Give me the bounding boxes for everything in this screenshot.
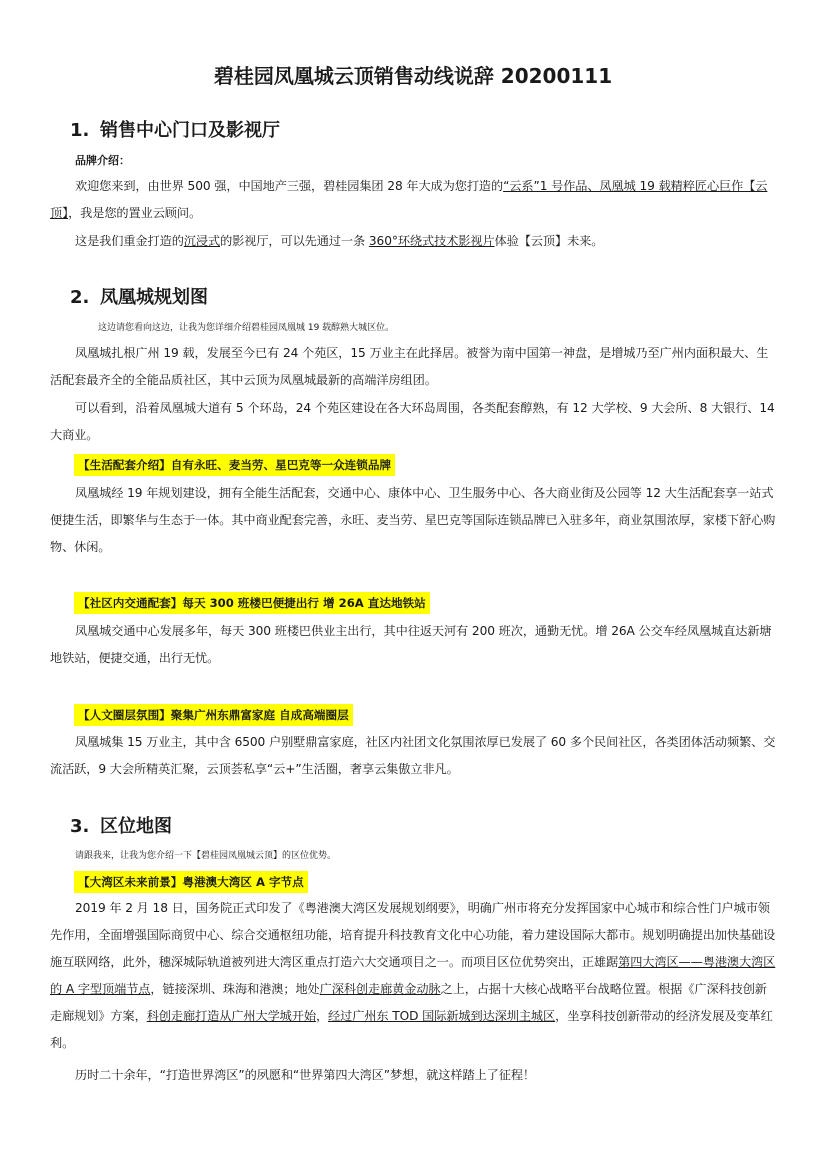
text-span: 欢迎您来到，由世界 500 强，中国地产三强，碧桂园集团 28 年大成为您打造的 bbox=[75, 179, 504, 193]
brand-intro-label: 品牌介绍： bbox=[75, 154, 130, 167]
underlined-text: 第四大湾区——粤港澳大湾区的 A 字型顶端节点 bbox=[50, 955, 776, 996]
section-1-heading bbox=[70, 116, 280, 142]
section-title: 区位地图 bbox=[100, 816, 172, 837]
text-span: ，我是您的置业云顾问。 bbox=[68, 206, 202, 220]
underlined-text: 360°环绕式技术影视片 bbox=[368, 234, 495, 248]
page-title: 碧桂园凤凰城云顶销售动线说辞 20200111 bbox=[213, 64, 613, 88]
underlined-text: “云系”1 号作品、凤凰城 19 载精粹匠心巨作【云顶】 bbox=[50, 179, 768, 220]
section-number: 1. bbox=[70, 120, 90, 141]
highlight-heading: 【社区内交通配套】每天 300 班楼巴便捷出行 增 26A 直达地铁站 bbox=[74, 592, 430, 614]
text-span: ，坐享科技创新带动的经济发展及变革红利。 bbox=[50, 1009, 773, 1050]
section-2-heading bbox=[70, 283, 208, 309]
underlined-text: 经过广州东 TOD 国际新城到达深圳主城区 bbox=[328, 1009, 556, 1023]
speaker-note: 请跟我来，让我为您介绍一下【碧桂园凤凰城云顶】的区位优势。 bbox=[75, 851, 337, 861]
section-3-heading bbox=[70, 812, 172, 838]
paragraph: 历时二十余年，“打造世界湾区”的夙愿和“世界第四大湾区”梦想，就这样踏上了征程！ bbox=[75, 1068, 536, 1082]
section-number: 2. bbox=[70, 287, 90, 308]
paragraph: 凤凰城集 15 万业主，其中含 6500 户别墅鼎富家庭，社区内社团文化氛围浓厚已发展了 60 多个民间社区，各类团体活动频繁、交流活跃，9 大会所精英汇聚，云顶荟私享“云+”生活圈，奢享云集傲立非凡。 bbox=[50, 735, 776, 776]
section-number: 3. bbox=[70, 816, 90, 837]
underlined-text: 广深科创走廊黄金动脉 bbox=[319, 982, 441, 996]
highlight-heading: 【大湾区未来前景】粤港澳大湾区 A 字节点 bbox=[74, 871, 308, 893]
paragraph: 凤凰城扎根广州 19 载，发展至今已有 24 个苑区，15 万业主在此择居。被誉为南中国第一神盘，是增城乃至广州内面积最大、生活配套最齐全的全能品质社区，其中云顶为凤凰城最新的高端洋房组团。 bbox=[50, 346, 769, 387]
highlight-heading: 【人文圈层氛围】聚集广州东鼎富家庭 自成高端圈层 bbox=[74, 704, 353, 726]
speaker-note: 这边请您看向这边，让我为您详细介绍碧桂园凤凰城 19 载醇熟大城区位。 bbox=[98, 323, 395, 333]
text-span: 这是我们重金打造的 bbox=[75, 234, 184, 248]
text-span: ， bbox=[315, 1009, 329, 1023]
underlined-text: 科创走廊打造从广州大学城开始 bbox=[146, 1009, 316, 1023]
paragraph bbox=[50, 228, 778, 255]
paragraph bbox=[50, 895, 778, 1057]
paragraph: 可以看到，沿着凤凰城大道有 5 个环岛，24 个苑区建设在各大环岛周围，各类配套醇熟，有 12 大学校、9 大会所、8 大银行、14 大商业。 bbox=[50, 401, 775, 442]
section-title: 销售中心门口及影视厅 bbox=[100, 120, 280, 141]
highlight-heading: 【生活配套介绍】自有永旺、麦当劳、星巴克等一众连锁品牌 bbox=[74, 454, 395, 476]
paragraph: 凤凰城交通中心发展多年，每天 300 班楼巴供业主出行，其中往返天河有 200 班次，通勤无忧。增 26A 公交车经凤凰城直达新塘地铁站，便捷交通，出行无忧。 bbox=[50, 624, 772, 665]
text-span: 2019 年 2 月 18 日，国务院正式印发了《粤港澳大湾区发展规划纲要》，明确广州市将充分发挥国家中心城市和综合性门户城市领先作用，全面增强国际商贸中心、综合交通枢纽功能，培育提升科技教育文化中心功能，着力建设国际大都市。规划明确提出加快基础设施互联网络，此外，穗深城际轨道被列进大湾区重点打造六大交通项目之一。而项目区位优势突出，正雄踞 bbox=[50, 901, 776, 969]
text-span: ，链接深圳、珠海和港澳；地处 bbox=[150, 982, 320, 996]
section-title: 凤凰城规划图 bbox=[100, 287, 208, 308]
paragraph: 凤凰城经 19 年规划建设，拥有全能生活配套，交通中心、康体中心、卫生服务中心、各大商业街及公园等 12 大生活配套享一站式便捷生活，即繁华与生态于一体。其中商业配套完善，永旺、麦当劳、星巴克等国际连锁品牌已入驻多年，商业氛围浓厚，家楼下舒心购物、休闲。 bbox=[50, 486, 776, 554]
text-span: 之上，占据十大核心战略平台战略位置。根据《广深科技创新走廊规划》方案， bbox=[50, 982, 767, 1023]
text-span: 体验【云顶】未来。 bbox=[494, 234, 604, 248]
text-span: 的影视厅，可以先通过一条 bbox=[220, 234, 369, 248]
underlined-text: 沉浸式 bbox=[183, 234, 221, 248]
paragraph bbox=[50, 173, 778, 227]
